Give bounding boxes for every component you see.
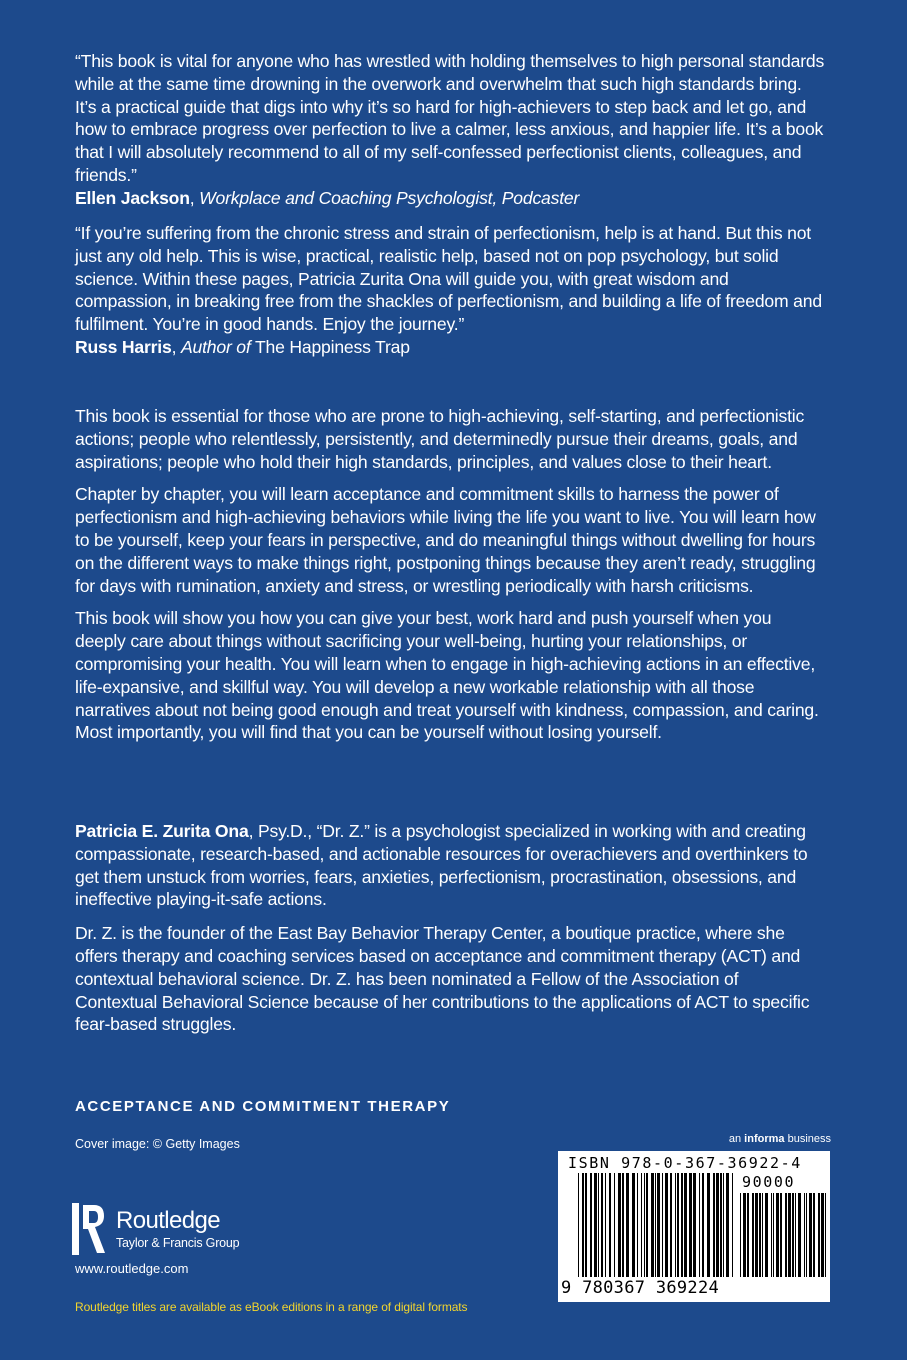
book-description xyxy=(75,405,825,744)
ean-barcode-bars xyxy=(578,1173,733,1281)
barcode-bar xyxy=(707,1173,710,1277)
barcode-bar xyxy=(684,1173,687,1277)
barcode-bar xyxy=(632,1173,635,1277)
barcode-bar xyxy=(732,1173,733,1277)
barcode-bar xyxy=(657,1173,660,1277)
barcode-bar xyxy=(582,1173,584,1277)
barcode-bar xyxy=(702,1173,704,1277)
description-paragraph: This book will show you how you can give your best, work hard and push yourself when you deeply care about things without sacrificing your well-being, hurting your relationships, or compromising your health. You will learn when to engage in high-achieving actions in an effective, life-expansive, and skillful way. You will develop a new workable relationship with all those narratives about not being good enough and treat yourself with kindness, compassion, and caring. Most importantly, you will find that you can be yourself without losing yourself. xyxy=(75,608,819,743)
barcode-bar xyxy=(780,1193,782,1277)
price-code: 90000 xyxy=(742,1173,796,1191)
barcode-bar xyxy=(646,1173,648,1277)
barcode-bar xyxy=(618,1173,621,1277)
description-paragraph: This book is essential for those who are prone to high-achieving, self-starting, and perfectionistic actions; people who relentlessly, persistently, and determinedly pursue their dreams, goals, and aspirations; people who hold their high standards, principles, and values close to their heart. xyxy=(75,406,805,472)
barcode-bar xyxy=(806,1193,807,1277)
barcode-bar xyxy=(818,1193,820,1277)
publisher-name: Routledge xyxy=(116,1207,221,1234)
barcode-bar xyxy=(626,1173,629,1277)
praise-quote-2 xyxy=(75,222,825,359)
informa-prefix: an xyxy=(728,1133,742,1145)
praise-attribution: Russ Harris, Author of The Happiness Trap xyxy=(75,336,410,357)
barcode-bar xyxy=(726,1173,729,1277)
barcode-bar xyxy=(585,1173,587,1277)
praise-role: Workplace and Coaching Psychologist, Podcaster xyxy=(199,187,580,208)
barcode-bar xyxy=(601,1173,603,1277)
publisher-group: Taylor & Francis Group xyxy=(116,1236,240,1250)
informa-suffix: business xyxy=(787,1133,831,1145)
barcode-bar xyxy=(723,1173,724,1277)
barcode-bar xyxy=(681,1173,683,1277)
barcode-bar xyxy=(792,1193,794,1277)
barcode-bar xyxy=(622,1173,624,1277)
barcode-bar xyxy=(637,1173,638,1277)
barcode-bar xyxy=(759,1193,761,1277)
isbn-label: ISBN 978-0-367-36922-4 xyxy=(568,1154,802,1172)
barcode-bar xyxy=(752,1193,754,1277)
barcode-bar xyxy=(740,1193,741,1277)
praise-quote-1 xyxy=(75,50,825,210)
praise-attribution: Ellen Jackson, Workplace and Coaching Psychologist, Podcaster xyxy=(75,187,580,208)
barcode-bar xyxy=(825,1193,826,1277)
author-bio xyxy=(75,820,825,1036)
bio-paragraph xyxy=(75,820,825,911)
addon-barcode-bars xyxy=(740,1193,826,1279)
routledge-r-icon xyxy=(72,1203,106,1255)
barcode-bar xyxy=(665,1173,668,1277)
description-paragraph: Chapter by chapter, you will learn acceptance and commitment skills to harness the power of perfectionism and high-achieving behaviors while living the life you want to live. You will learn how to be yourself, keep your fears in perspective, and do meaningful things without dwelling for hours on the different ways to make things right, postponing things because they aren’t ready, struggling for days with rumination, anxiety and stress, or wrestling periodically with harsh criticisms. xyxy=(75,484,816,596)
barcode-bar xyxy=(644,1173,645,1277)
cover-credit: Cover image: © Getty Images xyxy=(75,1137,240,1151)
barcode-bar xyxy=(609,1173,611,1277)
barcode-bar xyxy=(788,1193,791,1277)
barcode-bar xyxy=(771,1193,772,1277)
barcode-bar xyxy=(677,1173,679,1277)
barcode-bar xyxy=(821,1193,824,1277)
barcode-bar xyxy=(798,1193,801,1277)
barcode-bar xyxy=(693,1173,696,1277)
isbn-barcode xyxy=(558,1151,830,1302)
publisher-url[interactable]: www.routledge.com xyxy=(75,1261,189,1276)
barcode-bar xyxy=(804,1193,805,1277)
praise-role: Author of xyxy=(180,336,251,357)
barcode-bar xyxy=(605,1173,606,1277)
barcode-bar xyxy=(795,1193,796,1277)
ean-number: 9 780367 369224 xyxy=(561,1278,720,1298)
barcode-bar xyxy=(670,1173,672,1277)
barcode-bar xyxy=(755,1193,758,1277)
barcode-bar xyxy=(590,1173,592,1277)
barcode-bar xyxy=(713,1173,715,1277)
series-title: ACCEPTANCE AND COMMITMENT THERAPY xyxy=(75,1098,451,1115)
barcode-bar xyxy=(675,1173,676,1277)
barcode-bar xyxy=(614,1173,615,1277)
praise-author: Russ Harris xyxy=(75,336,172,357)
barcode-bar xyxy=(651,1173,654,1277)
barcode-bar xyxy=(598,1173,599,1277)
barcode-bar xyxy=(699,1173,700,1277)
barcode-bar xyxy=(662,1173,663,1277)
informa-name: informa xyxy=(744,1133,785,1145)
barcode-bar xyxy=(809,1193,812,1277)
barcode-bar xyxy=(776,1193,779,1277)
barcode-bar xyxy=(747,1193,749,1277)
barcode-bar xyxy=(773,1193,774,1277)
barcode-bar xyxy=(689,1173,692,1277)
praise-quote-text: “This book is vital for anyone who has wrestled with holding themselves to high personal standards while at the same time drowning in the overwork and overwhelm that such high standards bring. It’s a practical guide that digs into why it’s so hard for high-achievers to step back and let go, and how to embrace progress over perfection to live a calmer, less anxious, and happier life. It’s a book that I will absolutely recommend to all of my self-confessed perfectionist clients, colleagues, and friends.” xyxy=(75,51,825,185)
praise-book-title: The Happiness Trap xyxy=(254,336,410,357)
barcode-bar xyxy=(641,1173,642,1277)
praise-author: Ellen Jackson xyxy=(75,187,190,208)
informa-tagline xyxy=(729,1133,831,1145)
barcode-bar xyxy=(743,1193,746,1277)
barcode-bar xyxy=(655,1173,656,1277)
barcode-bar xyxy=(813,1193,815,1277)
barcode-bar xyxy=(785,1193,787,1277)
barcode-bar xyxy=(578,1173,579,1277)
barcode-bar xyxy=(716,1173,719,1277)
barcode-bar xyxy=(765,1193,768,1277)
bio-intro: , Psy.D., “Dr. Z.” is a psychologist specialized in working with and creating compassionate, research-based, and actionable resources for overachievers and overthinkers to get them unstuck from worries, fears, anxieties, perfectionism, procrastination, obsessions, and ineffective playing-it-safe actions. xyxy=(75,821,808,910)
barcode-bar xyxy=(762,1193,763,1277)
barcode-bar xyxy=(594,1173,597,1277)
ebook-note: Routledge titles are available as eBook editions in a range of digital formats xyxy=(75,1300,468,1314)
routledge-logo xyxy=(72,1203,282,1259)
author-name: Patricia E. Zurita Ona xyxy=(75,821,249,841)
praise-quote-text: “If you’re suffering from the chronic stress and strain of perfectionism, help is at hand. But this not just any old help. This is wise, practical, realistic help, based not on pop psychology, but solid science. Within these pages, Patricia Zurita Ona will guide you, with great wisdom and compassion, in breaking free from the shackles of perfectionism, and building a life of freedom and fulfilment. You’re in good hands. Enjoy the journey.” xyxy=(75,223,822,335)
bio-paragraph: Dr. Z. is the founder of the East Bay Behavior Therapy Center, a boutique practice, where she offers therapy and coaching services based on acceptance and commitment therapy (ACT) and contextual behavioral science. Dr. Z. has been nominated a Fellow of the Association of Contextual Behavioral Science because of her contributions to the applications of ACT to specific fear-based struggles. xyxy=(75,923,810,1035)
barcode-bar xyxy=(720,1173,722,1277)
